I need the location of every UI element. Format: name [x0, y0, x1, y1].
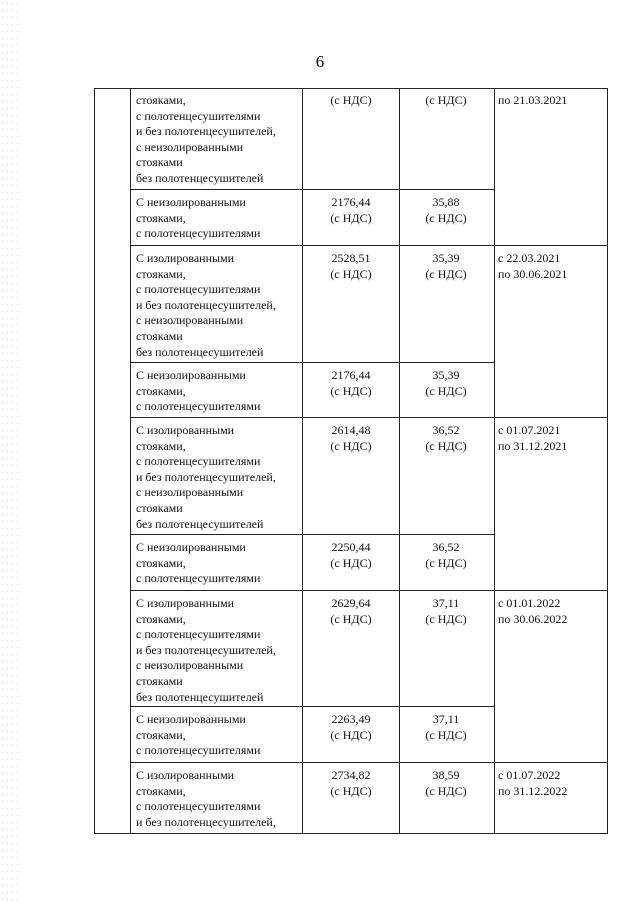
row-value-1: 2629,64 (с НДС) [330, 596, 372, 626]
row-value-1: 2176,44 (с НДС) [330, 195, 372, 225]
row-description: С неизолированными стояками, с полотенцесушителями [136, 368, 261, 414]
table-border-right [607, 88, 608, 834]
row-description: С неизолированными стояками, с полотенцесушителями [136, 540, 261, 586]
column-divider [302, 88, 303, 834]
row-divider [130, 362, 495, 363]
row-period: по 21.03.2021 [498, 93, 568, 107]
row-value-1: 2528,51 (с НДС) [330, 251, 372, 281]
row-value-1: 2176,44 (с НДС) [330, 368, 372, 398]
row-divider [130, 189, 495, 190]
row-divider [130, 762, 608, 763]
row-value-2: 35,39 (с НДС) [425, 251, 467, 281]
row-description: С неизолированными стояками, с полотенцесушителями [136, 195, 261, 241]
column-divider [494, 88, 495, 834]
row-value-2: 36,52 (с НДС) [425, 540, 467, 570]
page-number: 6 [315, 52, 325, 71]
row-value-2: 37,11 (с НДС) [425, 596, 467, 626]
row-divider [130, 245, 608, 246]
row-value-1: 2250,44 (с НДС) [330, 540, 372, 570]
row-value-2: 38,59 (с НДС) [425, 768, 467, 798]
row-value-1: (с НДС) [330, 93, 372, 107]
row-value-1: 2614,48 (с НДС) [330, 423, 372, 453]
tariff-table [94, 88, 608, 834]
row-value-1: 2263,49 (с НДС) [330, 712, 372, 742]
row-value-2: 35,88 (с НДС) [425, 195, 467, 225]
column-divider [130, 88, 131, 834]
row-divider [130, 590, 608, 591]
row-description: стояками, с полотенцесушителями и без полотенцесушителей, с неизолированными стояками без полотенцесушителей [136, 93, 276, 185]
row-value-2: (с НДС) [425, 93, 467, 107]
table-border-bottom [94, 833, 608, 834]
scan-edge-artifact [0, 0, 20, 905]
row-description: С изолированными стояками, с полотенцесушителями и без полотенцесушителей, [136, 768, 276, 829]
row-divider [130, 534, 495, 535]
row-period: с 01.07.2021 по 31.12.2021 [498, 423, 568, 453]
row-description: С изолированными стояками, с полотенцесушителями и без полотенцесушителей, с неизолированными стояками без полотенцесушителей [136, 251, 276, 359]
table-border-top [94, 88, 608, 89]
table-border-left [94, 88, 95, 834]
row-divider [130, 706, 495, 707]
row-description: С изолированными стояками, с полотенцесушителями и без полотенцесушителей, с неизолированными стояками без полотенцесушителей [136, 596, 276, 704]
row-description: С неизолированными стояками, с полотенцесушителями [136, 712, 261, 758]
row-value-2: 37,11 (с НДС) [425, 712, 467, 742]
row-period: с 01.07.2022 по 31.12.2022 [498, 768, 568, 798]
row-divider [130, 417, 608, 418]
row-description: С изолированными стояками, с полотенцесушителями и без полотенцесушителей, с неизолированными стояками без полотенцесушителей [136, 423, 276, 531]
row-period: с 01.01.2022 по 30.06.2022 [498, 596, 568, 626]
row-value-1: 2734,82 (с НДС) [330, 768, 372, 798]
row-value-2: 35,39 (с НДС) [425, 368, 467, 398]
row-period: с 22.03.2021 по 30.06.2021 [498, 251, 568, 281]
row-value-2: 36,52 (с НДС) [425, 423, 467, 453]
